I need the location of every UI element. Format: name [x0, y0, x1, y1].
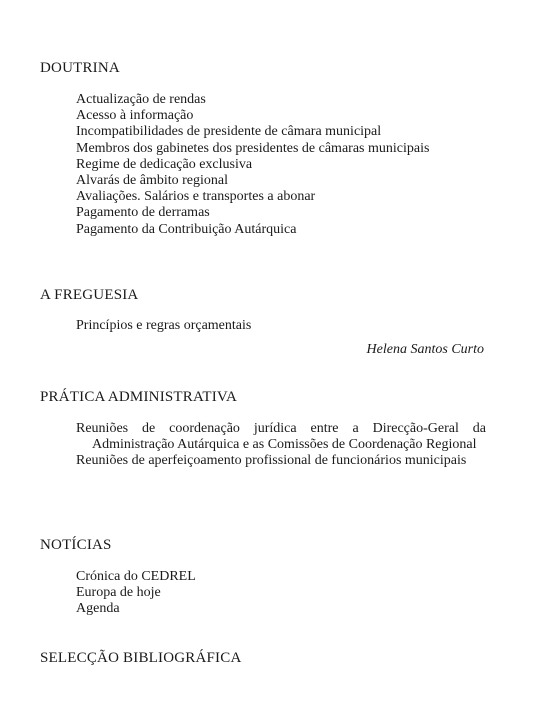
- list-item: Reuniões de coordenação jurídica entre a Direcção-Geral da Administração Autárquica e as Comissões de Coordenação Regional: [76, 421, 486, 453]
- section-heading-doutrina: DOUTRINA: [40, 60, 120, 76]
- section-heading-noticias: NOTÍCIAS: [40, 537, 112, 553]
- section-list-pratica-administrativa: [76, 421, 486, 470]
- list-item: Membros dos gabinetes dos presidentes de câmaras municipais: [76, 140, 430, 156]
- article-author: Helena Santos Curto: [366, 342, 484, 357]
- list-item: Incompatibilidades de presidente de câmara municipal: [76, 124, 382, 140]
- section-heading-a-freguesia: A FREGUESIA: [40, 287, 139, 303]
- list-item: Agenda: [76, 601, 120, 617]
- section-list-a-freguesia: [76, 318, 486, 334]
- list-item: Pagamento de derramas: [76, 205, 210, 221]
- list-item: Alvarás de âmbito regional: [76, 173, 229, 189]
- section-heading-pratica-administrativa: PRÁTICA ADMINISTRATIVA: [40, 389, 238, 405]
- section-list-doutrina: [76, 92, 486, 238]
- section-list-noticias: [76, 569, 486, 618]
- list-item: Reuniões de aperfeiçoamento profissional de funcionários municipais: [76, 453, 467, 469]
- list-item: Princípios e regras orçamentais: [76, 318, 252, 333]
- list-item: Pagamento da Contribuição Autárquica: [76, 221, 297, 237]
- list-item: Avaliações. Salários e transportes a abonar: [76, 189, 316, 205]
- list-item: Regime de dedicação exclusiva: [76, 156, 253, 172]
- section-heading-seleccao-bibliografica: SELECÇÃO BIBLIOGRÁFICA: [40, 650, 242, 666]
- list-item: Europa de hoje: [76, 585, 161, 601]
- list-item: Acesso à informação: [76, 108, 194, 124]
- list-item: Actualização de rendas: [76, 92, 206, 107]
- list-item: Crónica do CEDREL: [76, 569, 196, 584]
